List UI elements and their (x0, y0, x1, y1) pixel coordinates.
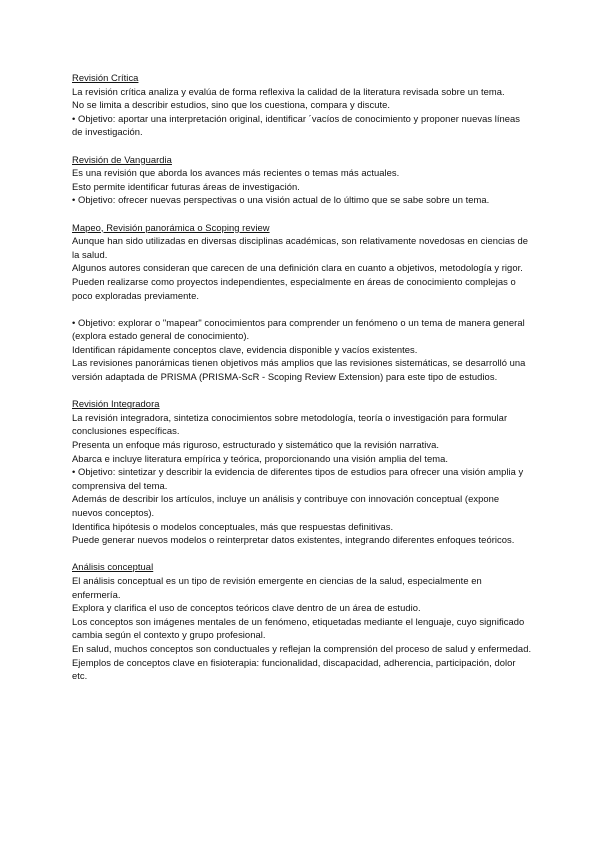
section-heading: Mapeo, Revisión panorámica o Scoping review (72, 221, 270, 233)
section-scoping-review (72, 221, 532, 384)
paragraph-line: Algunos autores consideran que carecen de una definición clara en cuanto a objetivos, metodología y rigor. (72, 262, 523, 274)
section-heading: Revisión de Vanguardia (72, 153, 172, 165)
paragraph-line: Además de describir los artículos, incluye un análisis y contribuye con innovación conceptual (expone nuevos conceptos). (72, 493, 500, 518)
paragraph-line: Puede generar nuevos modelos o reinterpretar datos existentes, integrando diferentes enfoques teóricos. (72, 534, 515, 546)
paragraph-line: La revisión integradora, sintetiza conocimientos sobre metodología, teoría o investigación para formular conclusiones específicas. (72, 411, 508, 437)
paragraph-line: La revisión crítica analiza y evalúa de forma reflexiva la calidad de la literatura revisada sobre un tema. (72, 85, 505, 97)
paragraph-line: Presenta un enfoque más riguroso, estructurado y sistemático que la revisión narrativa. (72, 439, 440, 451)
paragraph-line: Esto permite identificar futuras áreas de investigación. (72, 180, 300, 192)
section-revision-critica (72, 71, 532, 139)
paragraph-line: Abarca e incluye literatura empírica y teórica, proporcionando una visión amplia del tema. (72, 452, 449, 464)
blank-line (72, 302, 532, 316)
paragraph-line: En salud, muchos conceptos son conductuales y reflejan la comprensión del proceso de salud y enfermedad. (72, 642, 532, 654)
section-heading: Revisión Integradora (72, 398, 160, 410)
paragraph-line: Pueden realizarse como proyectos independientes, especialmente en áreas de conocimiento complejas o poco exploradas previamente. (72, 275, 516, 301)
paragraph-line: Explora y clarifica el uso de conceptos teóricos clave dentro de un área de estudio. (72, 602, 421, 614)
document-page (72, 71, 532, 696)
paragraph-line: • Objetivo: explorar o "mapear" conocimientos para comprender un fenómeno o un tema de manera general (explora estado general de conocimiento). (72, 316, 525, 342)
paragraph-line: Aunque han sido utilizadas en diversas disciplinas académicas, son relativamente novedosas en ciencias de la salud. (72, 235, 529, 260)
paragraph-line: Es una revisión que aborda los avances más recientes o temas más actuales. (72, 167, 400, 179)
paragraph-line: • Objetivo: ofrecer nuevas perspectivas o una visión actual de lo último que se sabe sobre un tema. (72, 194, 490, 206)
paragraph-line: No se limita a describir estudios, sino que los cuestiona, compara y discute. (72, 99, 391, 111)
paragraph-line: Los conceptos son imágenes mentales de un fenómeno, etiquetadas mediante el lenguaje, cuyo significado cambia según el contexto y grupo profesional. (72, 615, 525, 641)
paragraph-line: Las revisiones panorámicas tienen objetivos más amplios que las revisiones sistemáticas, se desarrolló una versión adaptada de PRISMA (PRISMA-ScR - Scoping Review Extension) para este tipo de estudios. (72, 357, 526, 383)
paragraph-line: Identifica hipótesis o modelos conceptuales, más que respuestas definitivas. (72, 520, 394, 532)
section-analisis-conceptual (72, 560, 532, 682)
paragraph-line: El análisis conceptual es un tipo de revisión emergente en ciencias de la salud, especialmente en enfermería. (72, 574, 482, 600)
paragraph-line: • Objetivo: aportar una interpretación original, identificar ´vacíos de conocimiento y proponer nuevas líneas de investigación. (72, 112, 521, 138)
section-revision-integradora (72, 397, 532, 547)
section-heading: Revisión Crítica (72, 72, 139, 83)
section-revision-vanguardia (72, 153, 532, 207)
paragraph-line: Ejemplos de conceptos clave en fisioterapia: funcionalidad, discapacidad, adherencia, participación, dolor etc. (72, 656, 516, 682)
section-heading: Análisis conceptual (72, 561, 154, 573)
paragraph-line: Identifican rápidamente conceptos clave, evidencia disponible y vacíos existentes. (72, 343, 418, 355)
paragraph-line: • Objetivo: sintetizar y describir la evidencia de diferentes tipos de estudios para ofrecer una visión amplia y comprensiva del tema. (72, 466, 524, 491)
